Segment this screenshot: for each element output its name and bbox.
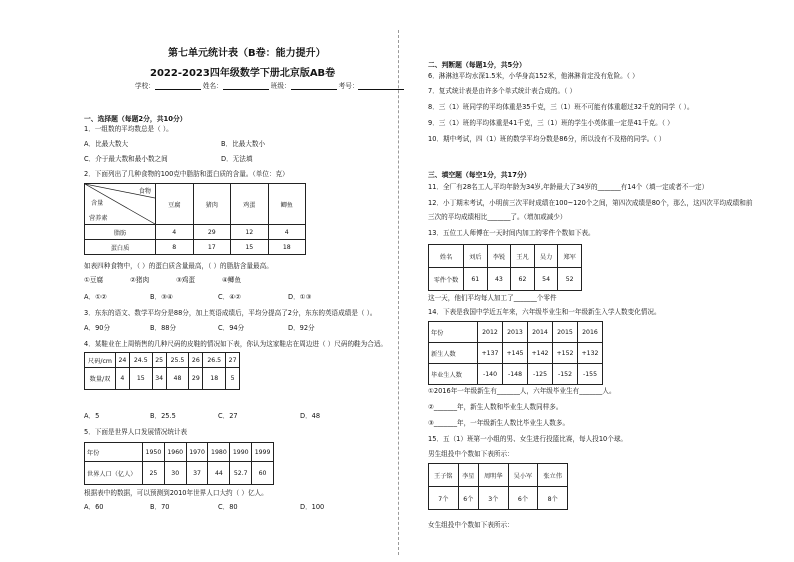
q2-corner-mid: 含量 <box>91 200 104 207</box>
table-cell: 29 <box>193 225 231 240</box>
table-cell: +145 <box>503 343 528 364</box>
right-column <box>410 0 794 562</box>
table-cell: +137 <box>478 343 503 364</box>
q8-text: 8．三（1）班同学的平均体重是35千克，三（1）班不可能有体重超过32千克的同学（ ）。 <box>428 103 694 111</box>
table-cell: 5 <box>226 368 240 390</box>
table-row <box>429 268 582 291</box>
q5-option-d: D．100 <box>300 503 325 511</box>
row-label: 年份 <box>85 443 143 462</box>
q14-text: 14．下表是我国中学近五年来，六年级毕业生和一年级新生入学人数变化情况。 <box>428 308 661 316</box>
table-cell: 44 <box>208 462 230 485</box>
q13-table <box>428 244 582 291</box>
table-cell: 1970 <box>186 443 208 462</box>
table-cell: +152 <box>553 343 578 364</box>
table-cell: 62 <box>511 268 535 291</box>
q2-food-3: ③鸡蛋 <box>176 276 196 284</box>
q2-col-header: 猪肉 <box>193 184 231 225</box>
table-cell: 29 <box>189 368 203 390</box>
q13-question: 这一天，他们平均每人加工了_______个零件 <box>428 294 557 302</box>
table-cell: 15 <box>231 240 269 255</box>
q2-choice-c: C．④② <box>218 293 242 301</box>
table-cell: 2015 <box>553 322 578 343</box>
page-title: 第七单元统计表（B卷：能力提升） <box>168 48 326 59</box>
q13-text: 13．五位工人师傅在一天时间内加工的零件个数如下表。 <box>428 229 595 237</box>
table-cell: 25.5 <box>166 353 189 368</box>
table-cell: 3个 <box>478 487 508 510</box>
table-row <box>85 443 274 462</box>
q4-option-c: C．27 <box>218 412 238 420</box>
table-row <box>429 487 568 510</box>
table-cell: 1990 <box>230 443 252 462</box>
q14-part-a: ①2016年一年级新生有_______人，六年级毕业生有_______人。 <box>428 387 616 395</box>
table-row <box>429 364 603 385</box>
q3-option-b: B．88分 <box>150 324 177 332</box>
table-cell: 4 <box>116 368 130 390</box>
row-label: 毕业生人数 <box>429 364 478 385</box>
q15-female-caption: 女生组投中个数如下表所示： <box>428 521 514 529</box>
row-label: 数量/双 <box>85 368 116 390</box>
table-row <box>85 353 240 368</box>
row-label: 姓名 <box>429 245 464 268</box>
table-cell: 1960 <box>164 443 186 462</box>
q14-part-b: ②_______年，新生人数和毕业生人数同样多。 <box>428 403 563 411</box>
table-cell: 郑军 <box>558 245 582 268</box>
q3-text: 3．东东的语文、数学平均分是88分，加上英语成绩后，平均分提高了2分，东东的英语成绩是（ ）。 <box>84 309 377 317</box>
table-cell: 26 <box>189 353 203 368</box>
table-cell: 61 <box>464 268 488 291</box>
table-cell: 18 <box>203 368 226 390</box>
q4-table <box>84 352 240 390</box>
table-cell: 25 <box>152 353 166 368</box>
row-label: 年份 <box>429 322 478 343</box>
table-cell: 吴小军 <box>508 464 538 487</box>
table-cell: 43 <box>487 268 511 291</box>
table-cell: +142 <box>528 343 553 364</box>
table-cell: 25 <box>143 462 165 485</box>
q2-text: 2．下面列出了几种食物的100克中脂肪和蛋白质的含量。（单位：克） <box>84 170 289 178</box>
q2-choice-a: A．①② <box>84 293 107 301</box>
q5-table <box>84 442 274 485</box>
q3-option-c: C．94分 <box>218 324 245 332</box>
row-label: 尺码/cm <box>85 353 116 368</box>
table-cell: 吴力 <box>534 245 558 268</box>
q2-choice-d: D．①③ <box>288 293 312 301</box>
table-cell: -155 <box>578 364 603 385</box>
table-row <box>85 240 306 255</box>
table-row <box>429 245 582 268</box>
section2-heading: 二、判断题（每题1分，共5分） <box>428 61 526 69</box>
school-label: 学校： <box>135 82 155 90</box>
q15-male-caption: 男生组投中个数如下表所示： <box>428 450 514 458</box>
table-cell: 15 <box>129 368 152 390</box>
table-cell: 52 <box>558 268 582 291</box>
q2-corner-bottom: 营养素 <box>89 215 108 222</box>
q3-option-d: D．92分 <box>288 324 315 332</box>
q14-table <box>428 321 603 385</box>
table-cell: 王子铭 <box>429 464 459 487</box>
class-label: 班级： <box>270 82 291 90</box>
q2-corner-cell <box>85 184 156 225</box>
q2-corner-top: 食物 <box>138 188 151 195</box>
table-cell: 2016 <box>578 322 603 343</box>
table-cell: 王凡 <box>511 245 535 268</box>
q2-col-header: 豆腐 <box>156 184 194 225</box>
page-subtitle: 2022-2023四年级数学下册北京版AB卷 <box>150 68 336 79</box>
q2-table <box>84 183 306 255</box>
q2-question: 如表四种食物中，（ ）的蛋白质含量最高，（ ）的脂肪含量最高。 <box>84 262 273 270</box>
q1-option-b: B．比最大数小 <box>221 140 266 148</box>
q1-option-a: A．比最大数大 <box>84 140 129 148</box>
table-cell: 4 <box>268 225 306 240</box>
q1-option-d: D．无法填 <box>221 155 253 163</box>
q9-text: 9．三（1）班的平均体重是41千克，三（1）班的学生小英体重一定是41千克。（ ） <box>428 119 674 127</box>
q11-text: 11．全厂有28名工人,平均年龄为34岁,年龄最大了34岁的_______有14个（填一定或者不一定） <box>428 183 709 191</box>
q5-question: 根据表中的数据，可以预测到2010年世界人口大约（ ）亿人。 <box>84 489 268 497</box>
table-cell: 6个 <box>458 487 478 510</box>
table-cell: 48 <box>166 368 189 390</box>
table-cell: 4 <box>156 225 194 240</box>
left-column <box>0 0 388 562</box>
q2-col-header: 鲫鱼 <box>268 184 306 225</box>
q12-text-line1: 12．小丁期末考试，小明前三次平时成绩在100~120个之间，第四次成绩是80个，那么，这四次平均成绩和前 <box>428 199 753 207</box>
table-cell: 24.5 <box>129 353 152 368</box>
table-cell: -152 <box>553 364 578 385</box>
table-cell: 1950 <box>143 443 165 462</box>
table-cell: 27 <box>226 353 240 368</box>
q2-choice-b: B．③④ <box>150 293 173 301</box>
table-cell: 2013 <box>503 322 528 343</box>
table-cell: 26.5 <box>203 353 226 368</box>
q14-part-c: ③_______年，一年级新生人数比毕业生人数多。 <box>428 419 570 427</box>
table-cell: 2012 <box>478 322 503 343</box>
row-label: 脂肪 <box>85 225 156 240</box>
q1-option-c: C．介于最大数和最小数之间 <box>84 155 168 163</box>
table-cell: 60 <box>252 462 274 485</box>
q3-option-a: A．90分 <box>84 324 111 332</box>
q4-option-b: B．25.5 <box>150 412 176 420</box>
q4-option-d: D．48 <box>300 412 321 420</box>
section3-heading: 三、填空题（每空1分，共17分） <box>428 171 531 179</box>
table-cell: 李锐 <box>487 245 511 268</box>
table-row <box>85 368 240 390</box>
q2-col-header: 鸡蛋 <box>231 184 269 225</box>
school-field[interactable] <box>155 82 201 90</box>
row-label: 零件个数 <box>429 268 464 291</box>
table-cell: 8 <box>156 240 194 255</box>
q5-option-c: C．80 <box>218 503 238 511</box>
table-row <box>85 225 306 240</box>
table-cell: 37 <box>186 462 208 485</box>
table-cell: -140 <box>478 364 503 385</box>
q4-option-a: A．5 <box>84 412 100 420</box>
row-label: 新生人数 <box>429 343 478 364</box>
exam-no-label: 考号： <box>338 82 359 90</box>
name-label: 姓名： <box>202 82 223 90</box>
q5-option-a: A．60 <box>84 503 104 511</box>
table-cell: 52.7 <box>230 462 252 485</box>
table-cell: 6个 <box>508 487 538 510</box>
q5-option-b: B．70 <box>150 503 170 511</box>
q12-text-line2: 三次的平均成绩相比_______了。（增加或减少） <box>428 213 567 221</box>
exam-no-field[interactable] <box>358 82 404 90</box>
table-cell: 张立伟 <box>538 464 568 487</box>
table-cell: 24 <box>116 353 130 368</box>
name-field[interactable] <box>223 82 269 90</box>
table-cell: 刘后 <box>464 245 488 268</box>
table-cell: 7个 <box>429 487 459 510</box>
table-cell: 54 <box>534 268 558 291</box>
table-row <box>429 322 603 343</box>
table-cell: 18 <box>268 240 306 255</box>
table-cell: 17 <box>193 240 231 255</box>
table-cell: 周明华 <box>478 464 508 487</box>
q15-table <box>428 463 568 510</box>
q2-food-1: ①豆腐 <box>84 276 104 284</box>
q10-text: 10．期中考试，四（1）班的数学平均分数是86分，所以没有不及格的同学。（ ） <box>428 135 666 143</box>
table-cell: 8个 <box>538 487 568 510</box>
table-cell: 12 <box>231 225 269 240</box>
q5-text: 5．下面是世界人口发展情况统计表 <box>84 428 188 436</box>
info-line <box>135 82 404 90</box>
q2-food-2: ②猪肉 <box>130 276 150 284</box>
table-cell: -125 <box>528 364 553 385</box>
q6-text: 6．淋淋池平均水深1.5米，小华身高152米，他淋淋肯定没有危险。（ ） <box>428 72 639 80</box>
table-cell: -148 <box>503 364 528 385</box>
table-cell: 30 <box>164 462 186 485</box>
table-row <box>429 343 603 364</box>
row-label: 世界人口（亿人） <box>85 462 143 485</box>
section1-heading: 一、选择题（每题2分，共10分） <box>84 115 187 123</box>
table-cell: 李星 <box>458 464 478 487</box>
class-field[interactable] <box>291 82 337 90</box>
table-row <box>85 462 274 485</box>
q7-text: 7．复式统计表是由许多个单式统计表合成的。（ ） <box>428 87 577 95</box>
table-cell: +132 <box>578 343 603 364</box>
table-cell: 1999 <box>252 443 274 462</box>
q2-food-4: ④鲫鱼 <box>222 276 242 284</box>
table-row <box>429 464 568 487</box>
table-cell: 34 <box>152 368 166 390</box>
q15-text: 15．五（1）班第一小组的男、女生进行投篮比赛，每人投10个球。 <box>428 435 628 443</box>
q1-text: 1．一组数的平均数总是（ ）。 <box>84 125 173 133</box>
q4-text: 4．某鞋业在上周销售的几种尺码的皮鞋的情况如下表，你认为这家鞋店在周边进（ ）尺码的鞋为合适。 <box>84 340 388 348</box>
row-label: 蛋白质 <box>85 240 156 255</box>
fold-line <box>398 30 399 555</box>
table-cell: 1980 <box>208 443 230 462</box>
table-cell: 2014 <box>528 322 553 343</box>
